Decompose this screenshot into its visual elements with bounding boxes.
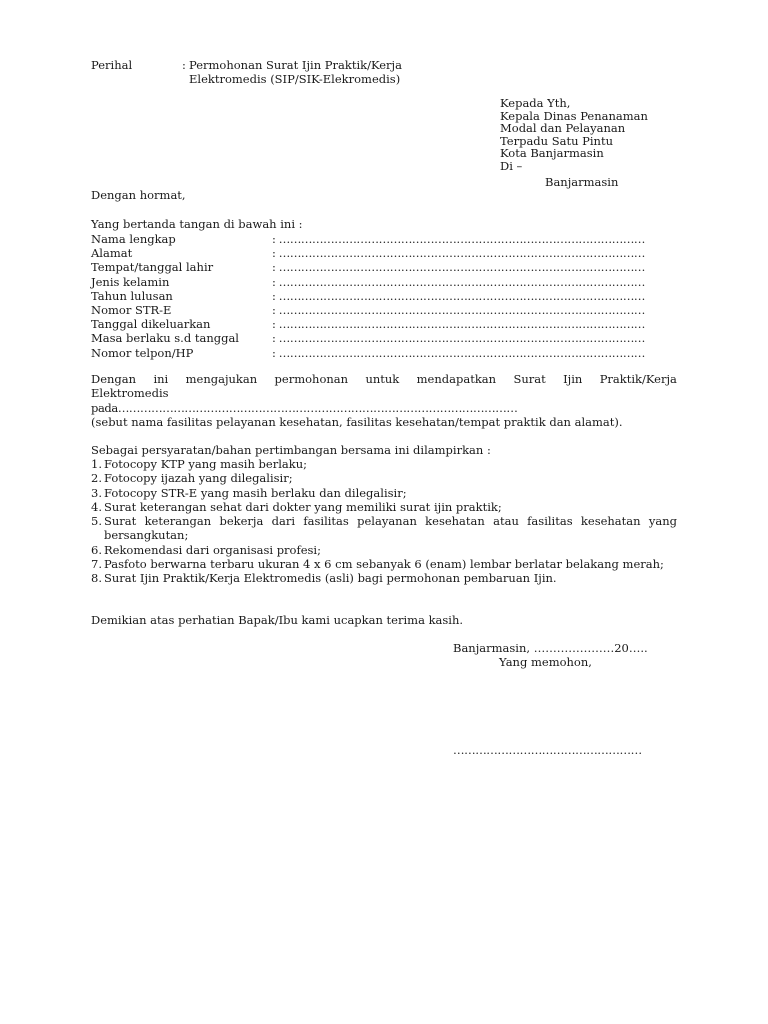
list-item <box>91 514 677 543</box>
request-word: mendapatkan <box>416 372 497 386</box>
field-blank: : ……………………………………………………………………………………… <box>272 302 646 317</box>
perihal-subject-line-2: Elektromedis (SIP/SIK-Elekromedis) <box>189 72 401 86</box>
list-item-text: Fotocopy KTP yang masih berlaku; <box>104 457 307 471</box>
request-note: (sebut nama fasilitas pelayanan kesehatan, fasilitas kesehatan/tempat praktik dan alamat). <box>91 415 623 429</box>
request-word: Praktik/Kerja <box>599 372 677 386</box>
field-blank: : ……………………………………………………………………………………… <box>272 331 646 346</box>
list-item-text: Rekomendasi dari organisasi profesi; <box>104 542 321 557</box>
perihal-colon: : <box>182 58 186 72</box>
request-word: Ijin <box>563 372 583 386</box>
perihal-label: Perihal <box>91 58 133 72</box>
request-word: permohonan <box>274 372 349 386</box>
recipient-city: Banjarmasin <box>545 175 619 189</box>
greeting: Dengan hormat, <box>91 188 186 202</box>
field-blank: : ……………………………………………………………………………………… <box>272 345 646 360</box>
list-item-text: Pasfoto berwarna terbaru ukuran 4 x 6 cm sebanyak 6 (enam) lembar berlatar belakang merah; <box>104 557 664 572</box>
recipient-block <box>500 97 648 173</box>
list-item <box>91 457 677 471</box>
list-item-number: 5. <box>91 514 102 529</box>
list-item-number: 1. <box>91 457 102 471</box>
list-item <box>91 571 677 585</box>
recipient-line: Kepala Dinas Penanaman <box>500 108 648 123</box>
signature-place-date: Banjarmasin, …………………20….. <box>453 641 648 655</box>
requirements-intro: Sebagai persyaratan/bahan pertimbangan bersama ini dilampirkan : <box>91 443 491 457</box>
field-label: Nomor telpon/HP <box>91 345 194 360</box>
field-label: Nomor STR-E <box>91 302 172 317</box>
field-blank: : ……………………………………………………………………………………… <box>272 274 646 289</box>
list-item <box>91 471 677 485</box>
request-paragraph-line-2: Elektromedis <box>91 386 169 400</box>
request-paragraph-line-1 <box>91 372 677 386</box>
list-item <box>91 486 677 500</box>
field-blank: : ……………………………………………………………………………………… <box>272 232 646 246</box>
list-item-text: Surat keterangan sehat dari dokter yang memiliki surat ijin praktik; <box>104 499 502 514</box>
field-label: Tanggal dikeluarkan <box>91 317 211 332</box>
request-word: Dengan <box>91 372 137 386</box>
recipient-line: Modal dan Pelayanan <box>500 121 626 136</box>
request-word: mengajukan <box>185 372 258 386</box>
list-item-text: Fotocopy ijazah yang dilegalisir; <box>104 471 293 486</box>
recipient-line: Di – <box>500 158 523 173</box>
list-item <box>91 543 677 557</box>
list-item-number: 6. <box>91 542 102 557</box>
list-item <box>91 557 677 571</box>
list-item-number: 4. <box>91 499 102 514</box>
list-item-text: Surat keterangan bekerja dari fasilitas pelayanan kesehatan atau fasilitas kesehatan yang bersangkutan; <box>104 514 677 543</box>
field-label: Nama lengkap <box>91 232 176 246</box>
request-facility-blank: pada……………………………………………………………………………………………… <box>91 401 518 415</box>
perihal-subject-line-1: Permohonan Surat Ijin Praktik/Kerja <box>189 58 402 72</box>
list-item-number: 3. <box>91 485 102 500</box>
field-blank: : ……………………………………………………………………………………… <box>272 246 646 261</box>
field-blank: : ……………………………………………………………………………………… <box>272 260 646 275</box>
field-label: Masa berlaku s.d tanggal <box>91 331 239 346</box>
list-item-text: Surat Ijin Praktik/Kerja Elektromedis (asli) bagi permohonan pembaruan Ijin. <box>104 571 557 586</box>
field-label: Tahun lulusan <box>91 288 173 303</box>
field-label: Tempat/tanggal lahir <box>91 260 214 275</box>
request-word: untuk <box>365 372 400 386</box>
closing-sentence: Demikian atas perhatian Bapak/Ibu kami ucapkan terima kasih. <box>91 613 464 627</box>
requirements-list <box>91 457 677 586</box>
field-label: Jenis kelamin <box>91 274 170 289</box>
request-word: Surat <box>513 372 546 386</box>
request-word: ini <box>153 372 169 386</box>
list-item <box>91 500 677 514</box>
intro-text: Yang bertanda tangan di bawah ini : <box>91 217 303 231</box>
recipient-line: Kota Banjarmasin <box>500 146 604 161</box>
list-item-text: Fotocopy STR-E yang masih berlaku dan dilegalisir; <box>104 485 407 500</box>
list-item-number: 7. <box>91 557 102 572</box>
field-label: Alamat <box>91 246 133 261</box>
field-blank: : ……………………………………………………………………………………… <box>272 288 646 303</box>
recipient-line: Kepada Yth, <box>500 96 571 110</box>
list-item-number: 2. <box>91 471 102 486</box>
list-item-number: 8. <box>91 571 102 586</box>
recipient-line: Terpadu Satu Pintu <box>500 133 613 148</box>
signature-line: …………………………………………… <box>453 743 642 757</box>
field-blank: : ……………………………………………………………………………………… <box>272 317 646 332</box>
signature-role: Yang memohon, <box>499 655 592 669</box>
